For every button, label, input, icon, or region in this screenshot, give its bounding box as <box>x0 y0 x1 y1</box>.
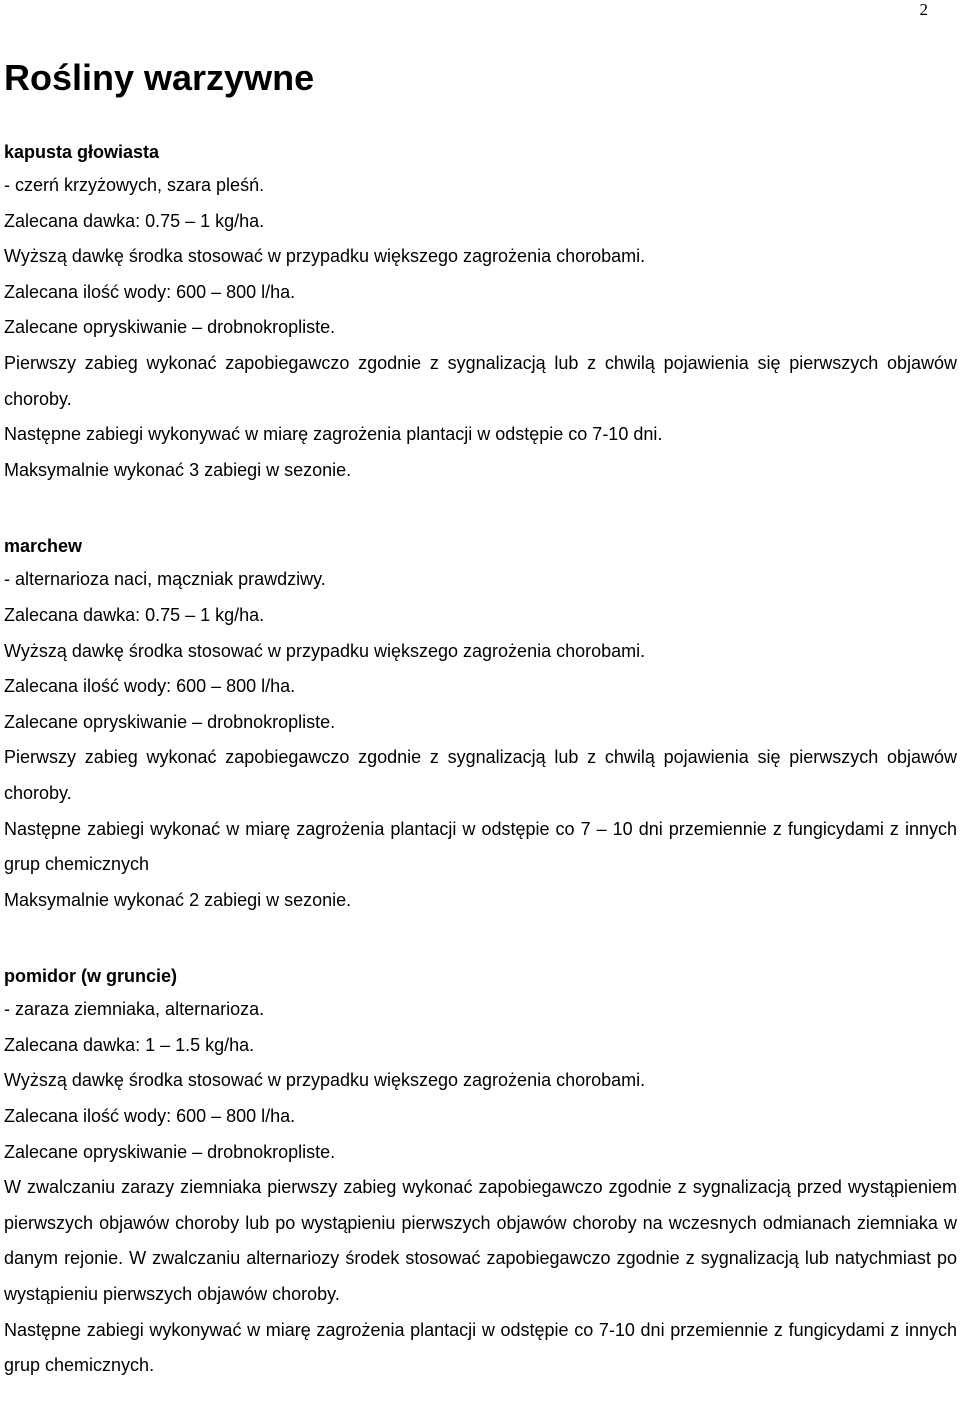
higher-dose-line: Wyższą dawkę środka stosować w przypadku większego zagrożenia chorobami. <box>4 640 646 661</box>
section-heading: Rośliny warzywne <box>4 57 315 98</box>
page-number: 2 <box>919 0 928 19</box>
water-line: Zalecana ilość wody: 600 – 800 l/ha. <box>4 281 296 302</box>
disease-line: - alternarioza naci, mączniak prawdziwy. <box>4 569 326 590</box>
spraying-line: Zalecane opryskiwanie – drobnokropliste. <box>4 711 336 732</box>
crop-title: kapusta głowiasta <box>4 142 160 162</box>
dose-line: Zalecana dawka: 0.75 – 1 kg/ha. <box>4 210 265 231</box>
max-treatments-line: Maksymalnie wykonać 3 zabiegi w sezonie. <box>4 459 352 480</box>
next-treatment-line: Następne zabiegi wykonywać w miarę zagrożenia plantacji w odstępie co 7-10 dni. <box>4 424 663 445</box>
crop-section-marchew <box>4 532 957 918</box>
dose-line: Zalecana dawka: 1 – 1.5 kg/ha. <box>4 1034 255 1055</box>
water-line: Zalecana ilość wody: 600 – 800 l/ha. <box>4 676 296 697</box>
crop-section-kapusta <box>4 138 957 488</box>
spraying-line: Zalecane opryskiwanie – drobnokropliste. <box>4 317 336 338</box>
higher-dose-line: Wyższą dawkę środka stosować w przypadku większego zagrożenia chorobami. <box>4 1070 646 1091</box>
disease-line: - czerń krzyżowych, szara pleśń. <box>4 175 265 195</box>
crop-title: marchew <box>4 536 83 557</box>
dose-line: Zalecana dawka: 0.75 – 1 kg/ha. <box>4 604 265 625</box>
first-treatment-paragraph: Pierwszy zabieg wykonać zapobiegawczo zgodnie z sygnalizacją lub z chwilą pojawienia się pierwszych objawów choroby. <box>4 747 957 803</box>
next-treatment-paragraph: Następne zabiegi wykonać w miarę zagrożenia plantacji w odstępie co 7 – 10 dni przemiennie z fungicydami z innych grup chemicznych <box>4 818 957 875</box>
spraying-line: Zalecane opryskiwanie – drobnokropliste. <box>4 1141 336 1162</box>
crop-title: pomidor (w gruncie) <box>4 966 177 987</box>
disease-line: - zaraza ziemniaka, alternarioza. <box>4 999 265 1020</box>
first-treatment-paragraph: Pierwszy zabieg wykonać zapobiegawczo zgodnie z sygnalizacją lub z chwilą pojawienia się pierwszych objawów choroby. <box>4 352 957 409</box>
water-line: Zalecana ilość wody: 600 – 800 l/ha. <box>4 1106 296 1127</box>
first-treatment-paragraph: W zwalczaniu zarazy ziemniaka pierwszy zabieg wykonać zapobiegawczo zgodnie z sygnalizacją przed wystąpieniem pierwszych objawów choroby lub po wystąpieniu pierwszych objawów choroby na wczesnych odmianach ziemniaka w danym rejonie. W zwalczaniu alternariozy środek stosować zapobiegawczo zgodnie z sygnalizacją lub natychmiast po wystąpieniu pierwszych objawów choroby. <box>4 1177 957 1305</box>
next-treatment-paragraph: Następne zabiegi wykonywać w miarę zagrożenia plantacji w odstępie co 7-10 dni przemiennie z fungicydami z innych grup chemicznych. <box>4 1319 957 1376</box>
max-treatments-line: Maksymalnie wykonać 2 zabiegi w sezonie. <box>4 889 352 910</box>
crop-section-pomidor <box>4 962 957 1384</box>
document-body <box>4 57 957 1428</box>
higher-dose-line: Wyższą dawkę środka stosować w przypadku większego zagrożenia chorobami. <box>4 246 646 267</box>
